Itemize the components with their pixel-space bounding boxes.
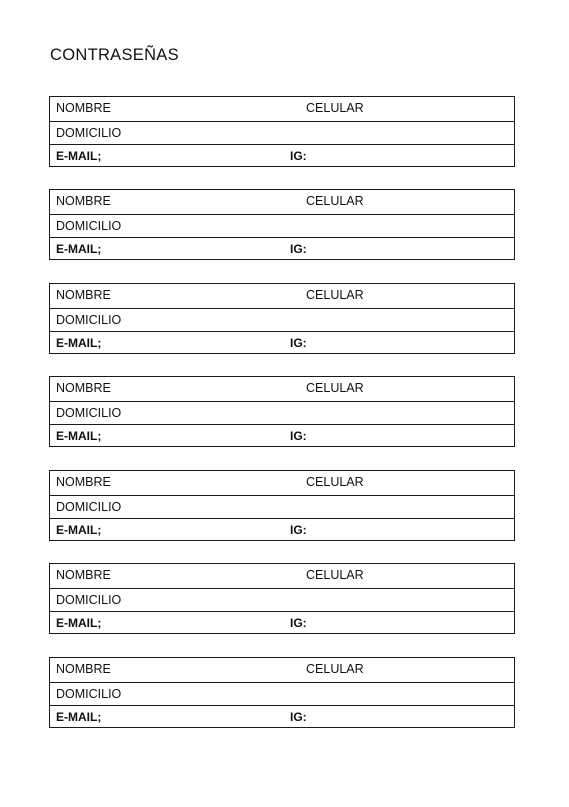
address-row xyxy=(50,308,514,332)
email-ig-row xyxy=(50,611,514,635)
name-phone-row xyxy=(50,471,514,495)
nombre-label: NOMBRE xyxy=(56,381,111,395)
contact-entry xyxy=(49,283,515,354)
ig-label: IG: xyxy=(290,149,307,164)
ig-label: IG: xyxy=(290,523,307,538)
ig-label: IG: xyxy=(290,710,307,725)
name-phone-row xyxy=(50,284,514,308)
address-row xyxy=(50,682,514,706)
email-label: E-MAIL; xyxy=(56,710,102,725)
address-row xyxy=(50,495,514,519)
nombre-label: NOMBRE xyxy=(56,194,111,208)
domicilio-label: DOMICILIO xyxy=(56,592,122,607)
nombre-label: NOMBRE xyxy=(56,288,111,302)
domicilio-label: DOMICILIO xyxy=(56,312,122,327)
domicilio-label: DOMICILIO xyxy=(56,125,122,140)
email-ig-row xyxy=(50,424,514,448)
email-ig-row xyxy=(50,237,514,261)
email-label: E-MAIL; xyxy=(56,616,102,631)
domicilio-label: DOMICILIO xyxy=(56,405,122,420)
email-label: E-MAIL; xyxy=(56,336,102,351)
celular-label: CELULAR xyxy=(306,475,364,489)
email-label: E-MAIL; xyxy=(56,149,102,164)
ig-label: IG: xyxy=(290,242,307,257)
contact-entry xyxy=(49,470,515,541)
celular-label: CELULAR xyxy=(306,194,364,208)
email-label: E-MAIL; xyxy=(56,429,102,444)
nombre-label: NOMBRE xyxy=(56,101,111,115)
address-row xyxy=(50,214,514,238)
nombre-label: NOMBRE xyxy=(56,662,111,676)
address-row xyxy=(50,401,514,425)
celular-label: CELULAR xyxy=(306,381,364,395)
contact-entry xyxy=(49,657,515,728)
domicilio-label: DOMICILIO xyxy=(56,686,122,701)
name-phone-row xyxy=(50,97,514,121)
ig-label: IG: xyxy=(290,616,307,631)
celular-label: CELULAR xyxy=(306,288,364,302)
page-title: CONTRASEÑAS xyxy=(50,46,179,64)
nombre-label: NOMBRE xyxy=(56,568,111,582)
ig-label: IG: xyxy=(290,429,307,444)
contact-entry xyxy=(49,563,515,634)
celular-label: CELULAR xyxy=(306,568,364,582)
contact-entry xyxy=(49,96,515,167)
email-ig-row xyxy=(50,331,514,355)
email-label: E-MAIL; xyxy=(56,523,102,538)
address-row xyxy=(50,121,514,145)
celular-label: CELULAR xyxy=(306,101,364,115)
celular-label: CELULAR xyxy=(306,662,364,676)
name-phone-row xyxy=(50,564,514,588)
email-label: E-MAIL; xyxy=(56,242,102,257)
name-phone-row xyxy=(50,377,514,401)
contact-entry xyxy=(49,376,515,447)
domicilio-label: DOMICILIO xyxy=(56,499,122,514)
contact-entry xyxy=(49,189,515,260)
email-ig-row xyxy=(50,518,514,542)
domicilio-label: DOMICILIO xyxy=(56,218,122,233)
email-ig-row xyxy=(50,144,514,168)
address-row xyxy=(50,588,514,612)
name-phone-row xyxy=(50,658,514,682)
nombre-label: NOMBRE xyxy=(56,475,111,489)
ig-label: IG: xyxy=(290,336,307,351)
name-phone-row xyxy=(50,190,514,214)
email-ig-row xyxy=(50,705,514,729)
